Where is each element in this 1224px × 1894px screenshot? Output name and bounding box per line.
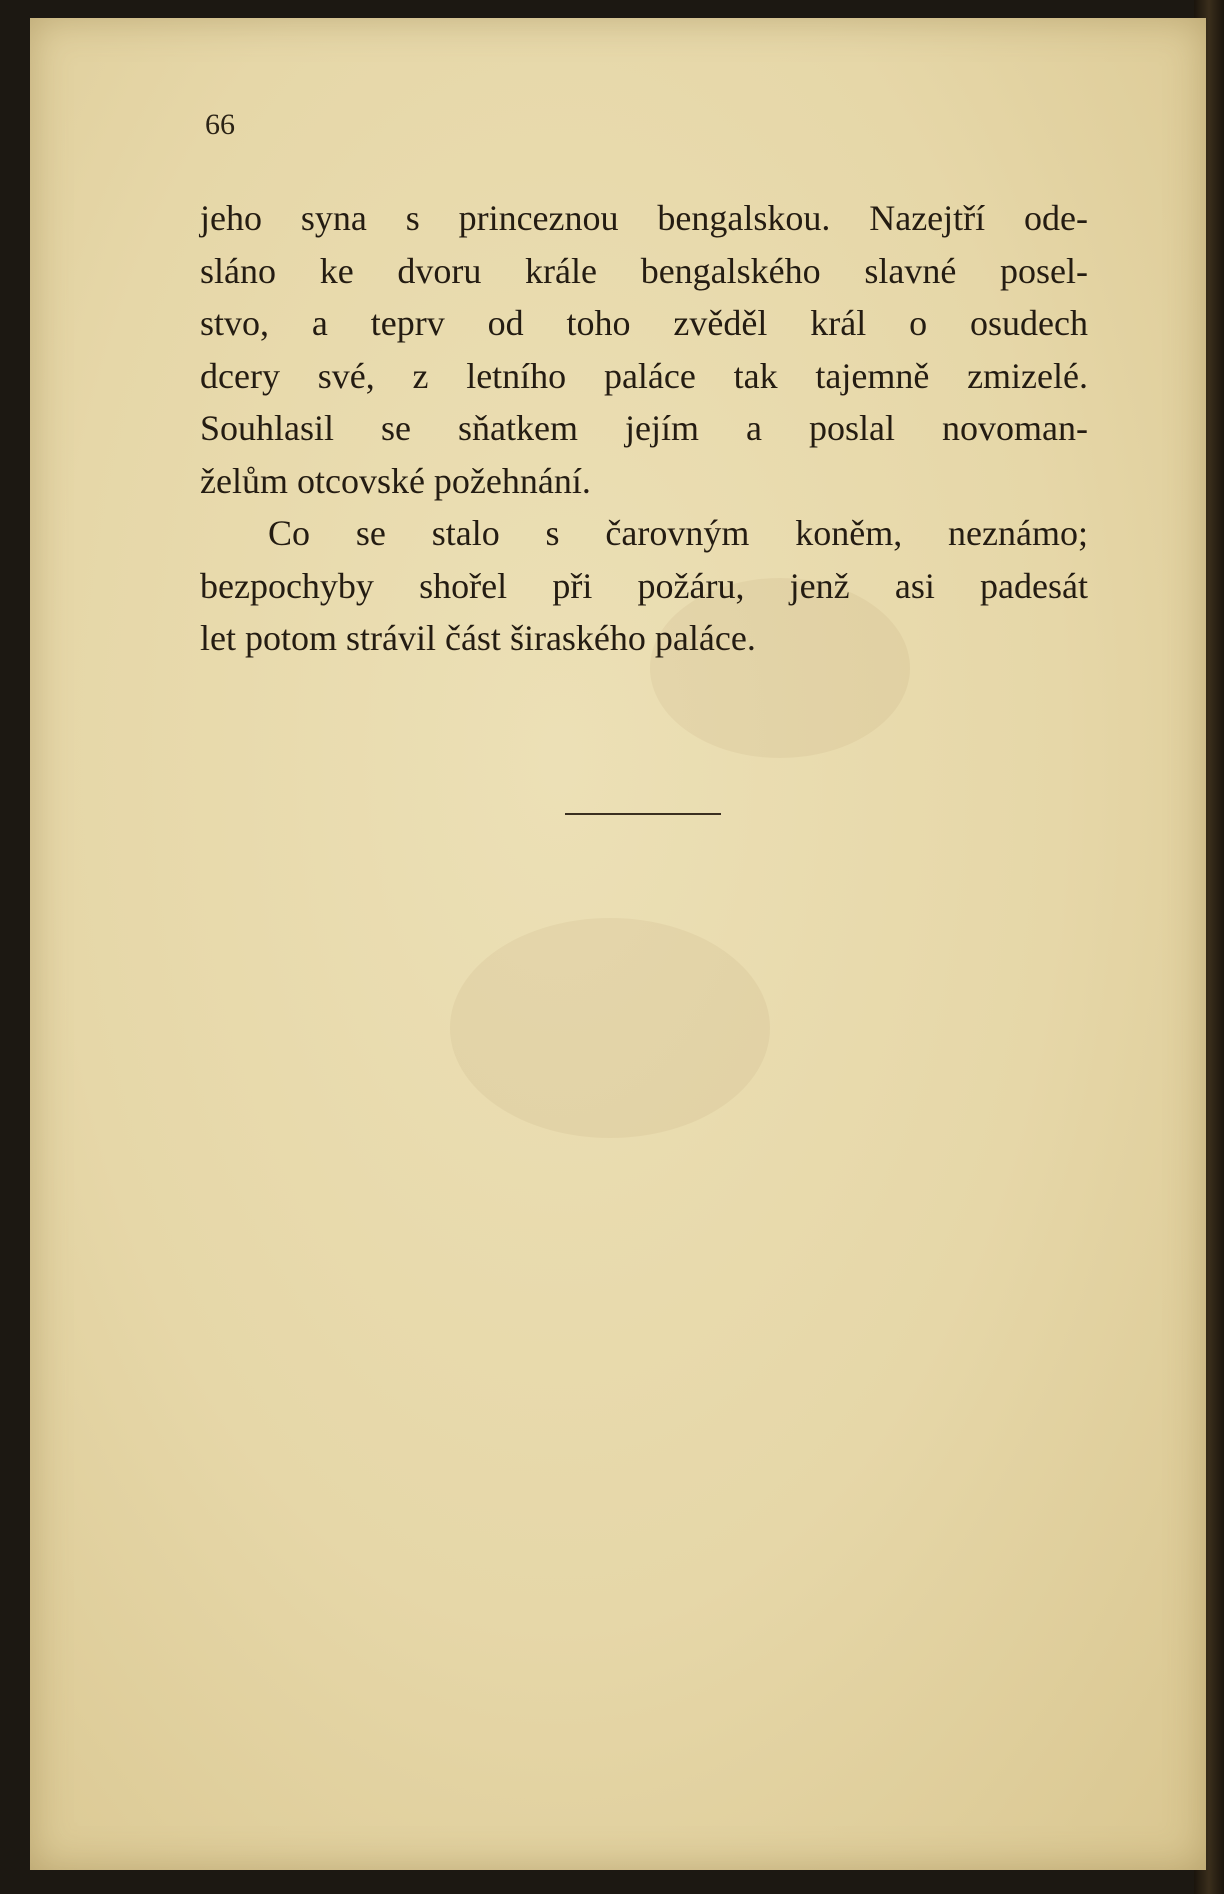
text-line: Co se stalo s čarovným koněm, neznámo; xyxy=(268,513,1088,553)
text-line: Souhlasil se sňatkem jejím a poslal novoman- xyxy=(200,408,1088,448)
section-rule xyxy=(565,813,721,815)
text-line: let potom strávil část širaského paláce. xyxy=(200,618,756,658)
page-number: 66 xyxy=(205,108,235,141)
text-line: stvo, a teprv od toho zvěděl král o osudech xyxy=(200,303,1088,343)
paragraph xyxy=(200,192,1088,507)
paper-stain xyxy=(450,918,770,1138)
paragraph xyxy=(200,507,1088,665)
text-line: dcery své, z letního paláce tak tajemně zmizelé. xyxy=(200,355,1088,396)
body-text xyxy=(200,192,1088,665)
text-line: želům otcovské požehnání. xyxy=(200,460,591,501)
text-line: sláno ke dvoru krále bengalského slavné posel- xyxy=(200,250,1088,291)
text-line: bezpochyby shořel při požáru, jenž asi padesát xyxy=(200,565,1088,606)
text-line: jeho syna s princeznou bengalskou. Nazejtří ode- xyxy=(200,198,1088,238)
